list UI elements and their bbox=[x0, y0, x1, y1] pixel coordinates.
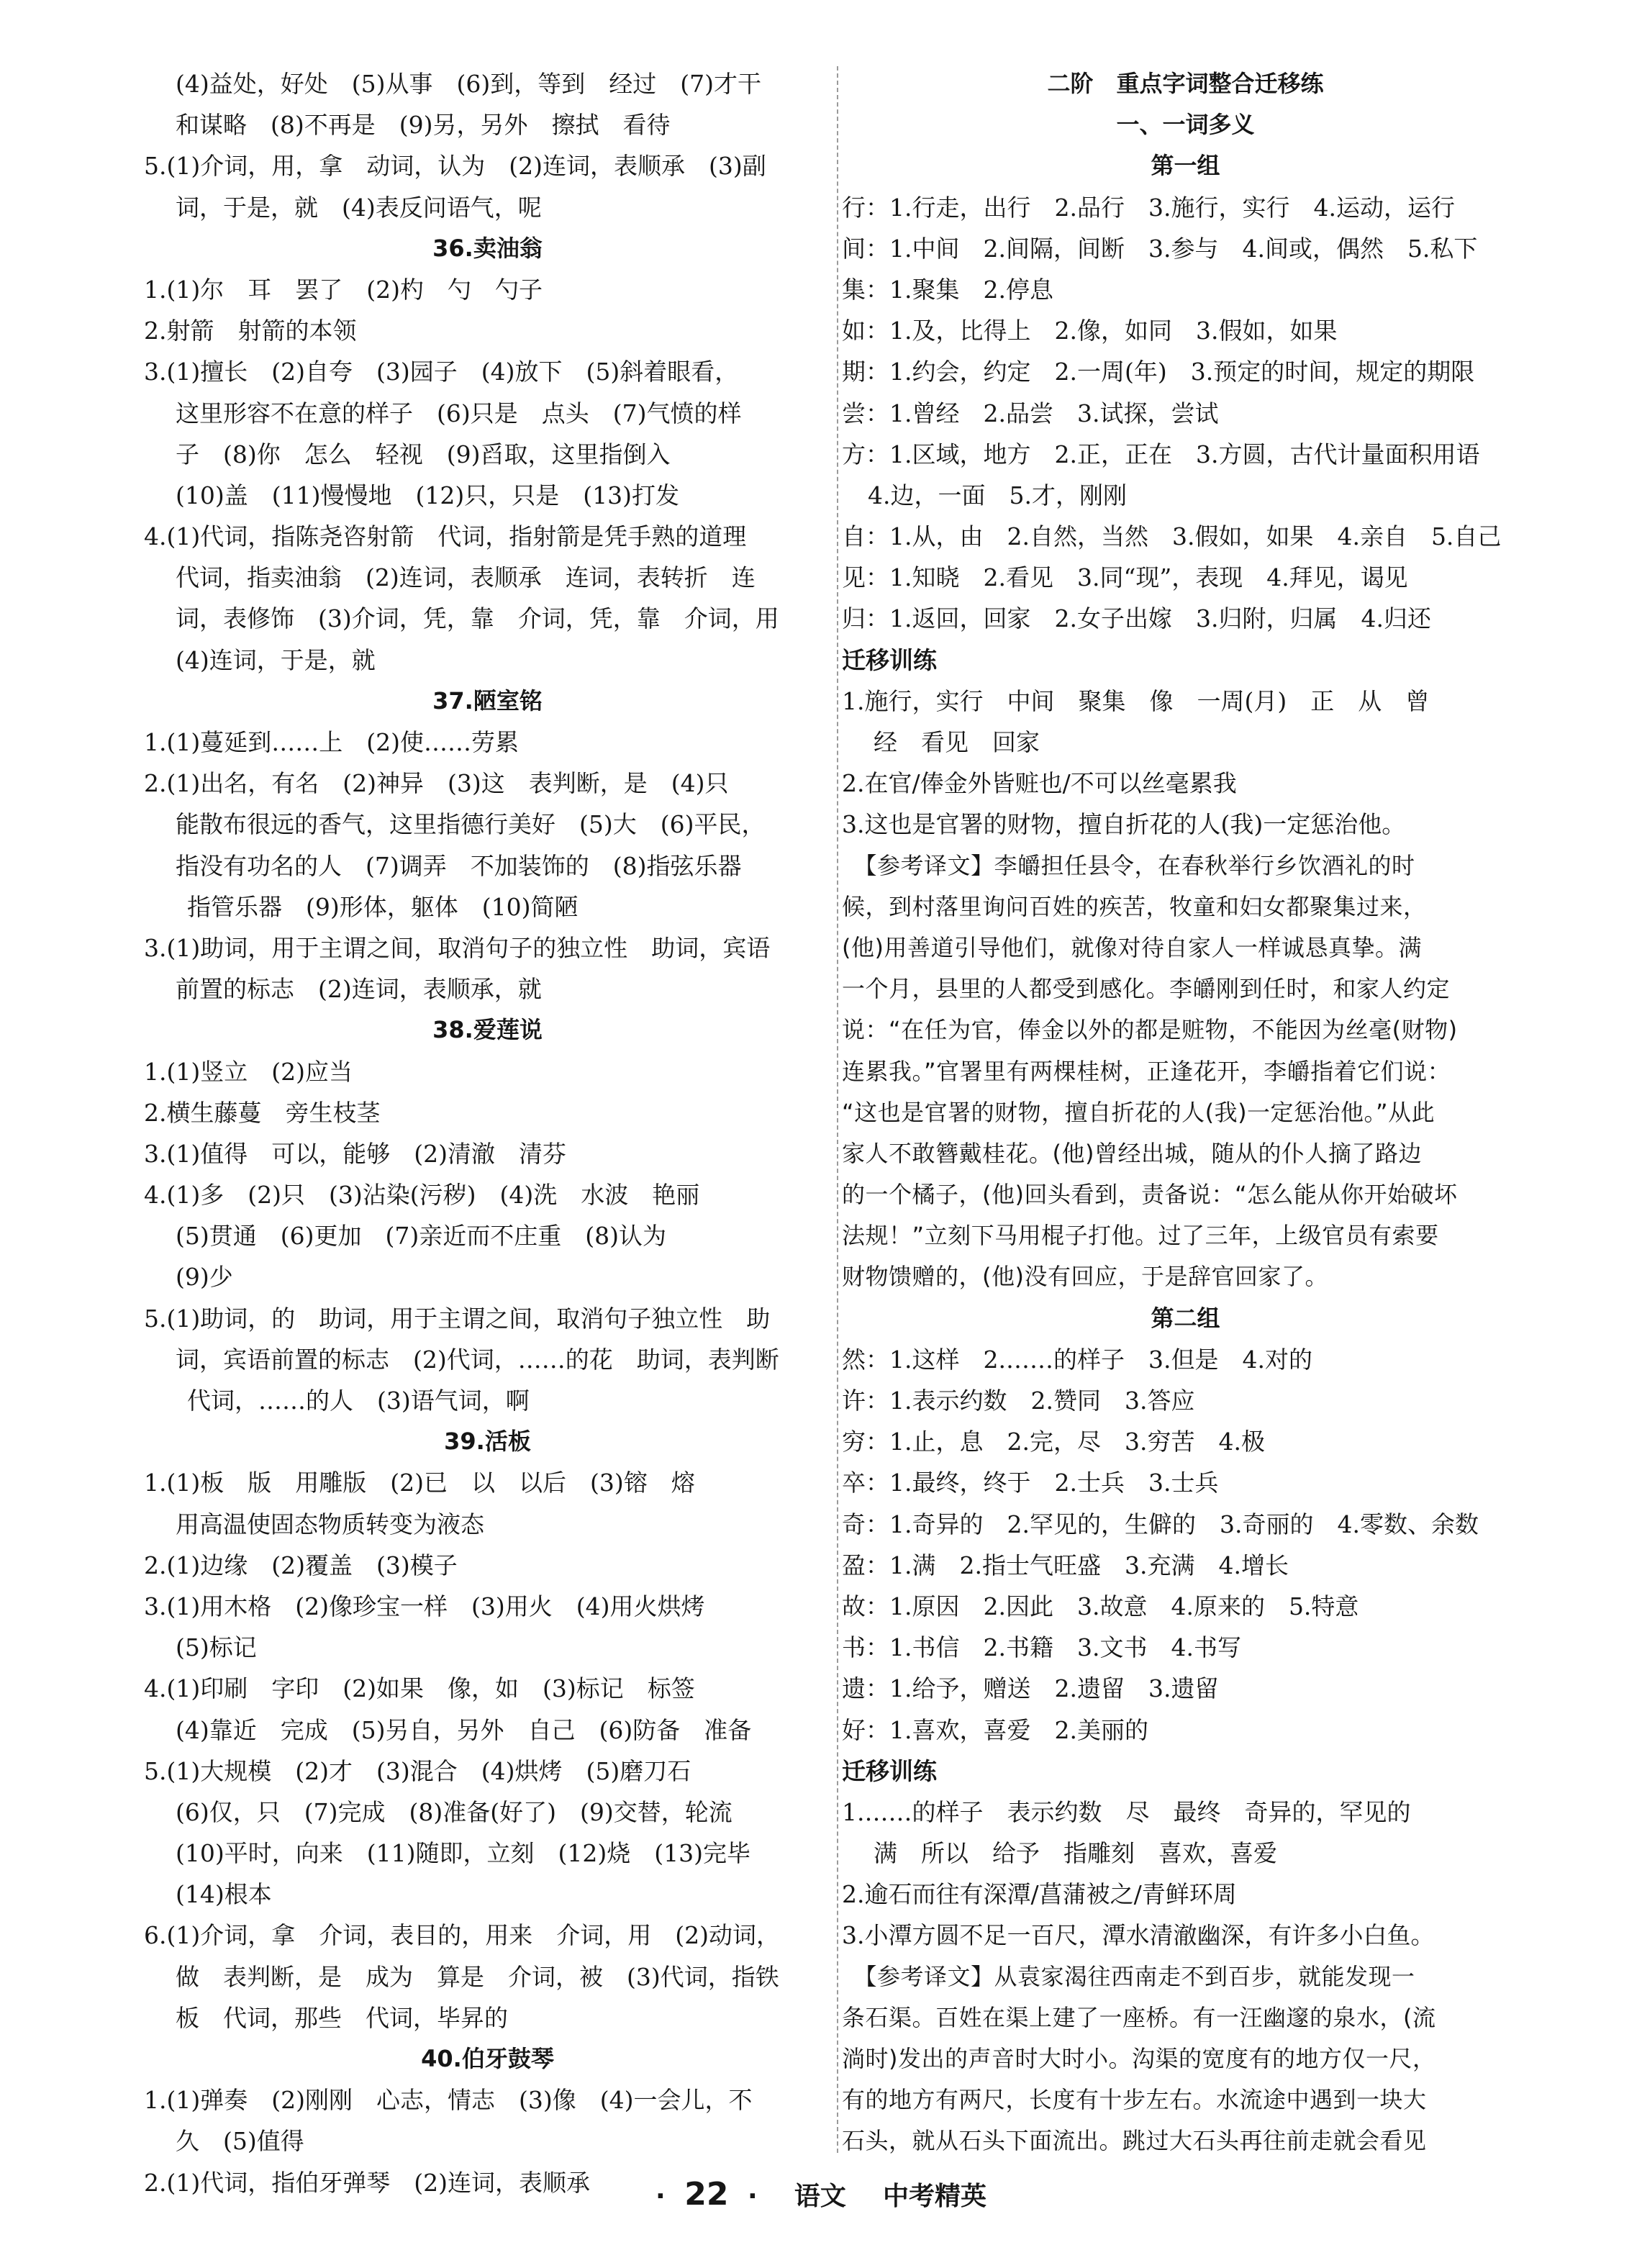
text-line: 3.(1)擅长 (2)自夸 (3)园子 (4)放下 (5)斜着眼看， bbox=[144, 358, 739, 386]
text-line: (5)贯通 (6)更加 (7)亲近而不庄重 (8)认为 bbox=[176, 1222, 666, 1251]
text-line: (10)盖 (11)慢慢地 (12)只，只是 (13)打发 bbox=[176, 481, 679, 509]
text-line: 1.(1)蔓延到……上 (2)使……劳累 bbox=[144, 728, 519, 756]
text-line: 板 代词，那些 代词，毕昇的 bbox=[176, 2003, 508, 2032]
text-line: 1.(1)竖立 (2)应当 bbox=[144, 1057, 353, 1086]
text-line: 代词，……的人 (3)语气词，啊 bbox=[187, 1387, 530, 1415]
translation-line: 有的地方有两尺，长度有十步左右。水流途中遇到一块大 bbox=[842, 2086, 1427, 2114]
text-line: 故：1.原因 2.因此 3.故意 4.原来的 5.特意 bbox=[842, 1592, 1359, 1620]
text-line: 指管乐器 (9)形体，躯体 (10)简陋 bbox=[187, 892, 579, 921]
text-line: 间：1.中间 2.间隔，间断 3.参与 4.间或，偶然 5.私下 bbox=[842, 234, 1478, 263]
text-line: 4.(1)代词，指陈尧咨射箭 代词，指射箭是凭手熟的道理 bbox=[144, 522, 747, 551]
text-line: 满 所以 给予 指雕刻 喜欢，喜爱 bbox=[874, 1839, 1277, 1868]
footer-bullet: · bbox=[656, 2182, 666, 2211]
text-line: 指没有功名的人 (7)调弄 不加装饰的 (8)指弦乐器 bbox=[176, 851, 742, 880]
text-line: 期：1.约会，约定 2.一周(年) 3.预定的时间，规定的期限 bbox=[842, 358, 1475, 386]
text-line: 5.(1)介词，用，拿 动词，认为 (2)连词，表顺承 (3)副 bbox=[144, 152, 766, 181]
section-title: 38.爱莲说 bbox=[432, 1016, 543, 1044]
text-line: 穷：1.止，息 2.完，尽 3.穷苦 4.极 bbox=[842, 1428, 1265, 1456]
text-line: 词，于是，就 (4)表反问语气，呢 bbox=[176, 193, 542, 222]
text-line: 和谋略 (8)不再是 (9)另，另外 擦拭 看待 bbox=[176, 111, 671, 140]
text-line: 书：1.书信 2.书籍 3.文书 4.书写 bbox=[842, 1633, 1241, 1662]
left-column bbox=[144, 63, 831, 2203]
text-line: (5)标记 bbox=[176, 1633, 257, 1662]
text-line: 卒：1.最终，终于 2.士兵 3.士兵 bbox=[842, 1469, 1219, 1497]
text-line: (9)少 bbox=[176, 1263, 233, 1292]
translation-line: 一个月，县里的人都受到感化。李皭刚到任时，和家人约定 bbox=[842, 975, 1451, 1003]
translation-line: “这也是官署的财物，擅自折花的人(我)一定惩治他。”从此 bbox=[842, 1098, 1435, 1126]
text-line: 3.(1)助词，用于主谓之间，取消句子的独立性 助词，宾语 bbox=[144, 933, 771, 962]
section-title: 39.活板 bbox=[444, 1428, 531, 1456]
text-line: 代词，指卖油翁 (2)连词，表顺承 连词，表转折 连 bbox=[176, 563, 756, 592]
text-line: (4)靠近 完成 (5)另自，另外 自己 (6)防备 准备 bbox=[176, 1715, 752, 1744]
text-line: 2.(1)出名，有名 (2)神异 (3)这 表判断，是 (4)只 bbox=[144, 769, 729, 798]
text-line: 5.(1)大规模 (2)才 (3)混合 (4)烘烤 (5)磨刀石 bbox=[144, 1756, 691, 1785]
column-divider bbox=[837, 66, 838, 2153]
text-line: 经 看见 回家 bbox=[874, 728, 1040, 756]
text-line: 3.小潭方圆不足一百尺，潭水清澈幽深，有许多小白鱼。 bbox=[842, 1921, 1435, 1950]
text-line: 集：1.聚集 2.停息 bbox=[842, 275, 1053, 304]
translation-line: 的一个橘子，(他)回头看到，责备说：“怎么能从你开始破坏 bbox=[842, 1181, 1458, 1209]
text-line: 2.逾石而往有深潭/菖蒲被之/青鲜环周 bbox=[842, 1880, 1237, 1909]
section-title: 第二组 bbox=[1151, 1304, 1220, 1332]
text-line: 1.(1)尔 耳 罢了 (2)杓 勺 勺子 bbox=[144, 275, 543, 304]
text-line: 1.施行，实行 中间 聚集 像 一周(月) 正 从 曾 bbox=[842, 686, 1430, 715]
translation-line: 法规！”立刻下马用棍子打他。过了三年，上级官员有索要 bbox=[842, 1222, 1439, 1250]
text-line: 好：1.喜欢，喜爱 2.美丽的 bbox=[842, 1715, 1148, 1744]
text-line: (10)平时，向来 (11)随即，立刻 (12)烧 (13)完毕 bbox=[176, 1839, 750, 1868]
section-title: 37.陋室铭 bbox=[432, 686, 543, 715]
text-line: 遗：1.给予，赠送 2.遗留 3.遗留 bbox=[842, 1674, 1219, 1703]
text-line: (4)益处，好处 (5)从事 (6)到，等到 经过 (7)才干 bbox=[176, 70, 761, 98]
text-line: 2.横生藤蔓 旁生枝茎 bbox=[144, 1098, 381, 1127]
translation-line: 石头，就从石头下面流出。跳过大石头再往前走就会看见 bbox=[842, 2127, 1427, 2155]
text-line: 2.射箭 射箭的本领 bbox=[144, 317, 357, 345]
text-line: 4.边，一面 5.才，刚刚 bbox=[868, 481, 1127, 509]
text-line: 自：1.从，由 2.自然，当然 3.假如，如果 4.亲自 5.自己 bbox=[842, 522, 1502, 551]
text-line: 3.这也是官署的财物，擅自折花的人(我)一定惩治他。 bbox=[842, 810, 1406, 839]
text-line: 用高温使固态物质转变为液态 bbox=[176, 1510, 484, 1538]
text-line: 4.(1)多 (2)只 (3)沾染(污秽) (4)洗 水波 艳丽 bbox=[144, 1181, 700, 1210]
right-column bbox=[842, 63, 1529, 2162]
text-line: (6)仅，只 (7)完成 (8)准备(好了) (9)交替，轮流 bbox=[176, 1797, 732, 1826]
translation-line: 条石渠。百姓在渠上建了一座桥。有一汪幽邃的泉水，(流 bbox=[842, 2003, 1436, 2031]
text-line: 1.(1)板 版 用雕版 (2)已 以 以后 (3)镕 熔 bbox=[144, 1469, 695, 1497]
translation-line: 【参考译文】李皭担任县令，在春秋举行乡饮酒礼的时 bbox=[842, 851, 1415, 879]
text-line: 许：1.表示约数 2.赞同 3.答应 bbox=[842, 1387, 1195, 1415]
text-line: 子 (8)你 怎么 轻视 (9)舀取，这里指倒入 bbox=[176, 440, 671, 468]
footer-subject: 语文 bbox=[794, 2182, 846, 2211]
text-line: 词，宾语前置的标志 (2)代词，……的花 助词，表判断 bbox=[176, 1345, 779, 1374]
translation-line: 说：“在任为官，俸金以外的都是赃物，不能因为丝毫(财物) bbox=[842, 1016, 1458, 1044]
text-line: 方：1.区域，地方 2.正，正在 3.方圆，古代计量面积用语 bbox=[842, 440, 1480, 468]
text-line: 1.(1)弹奏 (2)刚刚 心志，情志 (3)像 (4)一会儿，不 bbox=[144, 2086, 753, 2115]
text-line: 久 (5)值得 bbox=[176, 2127, 304, 2156]
text-line: 2.在官/俸金外皆赃也/不可以丝毫累我 bbox=[842, 769, 1237, 798]
subsection-title: 迁移训练 bbox=[842, 1756, 937, 1785]
text-line: 能散布很远的香气，这里指德行美好 (5)大 (6)平民， bbox=[176, 810, 766, 839]
text-line: 4.(1)印刷 字印 (2)如果 像，如 (3)标记 标签 bbox=[144, 1674, 695, 1703]
translation-line: 【参考译文】从袁家渴往西南走不到百步，就能发现一 bbox=[842, 1962, 1415, 1990]
text-line: 前置的标志 (2)连词，表顺承，就 bbox=[176, 975, 542, 1004]
text-line: 6.(1)介词，拿 介词，表目的，用来 介词，用 (2)动词， bbox=[144, 1921, 780, 1950]
text-line: 词，表修饰 (3)介词，凭，靠 介词，凭，靠 介词，用 bbox=[176, 604, 779, 633]
text-line: 3.(1)用木格 (2)像珍宝一样 (3)用火 (4)用火烘烤 bbox=[144, 1592, 705, 1620]
translation-line: 淌时)发出的声音时大时小。沟渠的宽度有的地方仅一尺， bbox=[842, 2045, 1436, 2072]
footer-series: 中考精英 bbox=[882, 2182, 986, 2211]
text-line: 奇：1.奇异的 2.罕见的，生僻的 3.奇丽的 4.零数、余数 bbox=[842, 1510, 1479, 1538]
footer-bullet: · bbox=[748, 2182, 758, 2211]
text-line: 做 表判断，是 成为 算是 介词，被 (3)代词，指铁 bbox=[176, 1962, 779, 1991]
section-title: 二阶 重点字词整合迁移练 bbox=[1047, 70, 1324, 97]
text-line: 1.……的样子 表示约数 尽 最终 奇异的，罕见的 bbox=[842, 1797, 1411, 1826]
subsection-title: 迁移训练 bbox=[842, 645, 937, 674]
text-line: 3.(1)值得 可以，能够 (2)清澈 清芬 bbox=[144, 1139, 566, 1168]
translation-line: 连累我。”官署里有两棵桂树，正逢花开，李皭指着它们说： bbox=[842, 1057, 1451, 1085]
text-line: 尝：1.曾经 2.品尝 3.试探，尝试 bbox=[842, 399, 1219, 427]
text-line: 2.(1)代词，指伯牙弹琴 (2)连词，表顺承 bbox=[144, 2168, 590, 2197]
text-line: 2.(1)边缘 (2)覆盖 (3)模子 bbox=[144, 1551, 458, 1579]
text-line: 然：1.这样 2.……的样子 3.但是 4.对的 bbox=[842, 1345, 1312, 1374]
text-line: (4)连词，于是，就 bbox=[176, 645, 376, 674]
page-footer bbox=[0, 2176, 1642, 2213]
text-line: 如：1.及，比得上 2.像，如同 3.假如，如果 bbox=[842, 317, 1338, 345]
section-title: 一、一词多义 bbox=[1116, 111, 1255, 139]
section-title: 40.伯牙鼓琴 bbox=[421, 2045, 554, 2072]
text-line: 行：1.行走，出行 2.品行 3.施行，实行 4.运动，运行 bbox=[842, 193, 1455, 222]
translation-line: 家人不敢簪戴桂花。(他)曾经出城，随从的仆人摘了路边 bbox=[842, 1139, 1422, 1167]
text-line: 5.(1)助词，的 助词，用于主谓之间，取消句子独立性 助 bbox=[144, 1304, 771, 1333]
translation-line: (他)用善道引导他们，就像对待自家人一样诚恳真挚。满 bbox=[842, 933, 1422, 961]
text-line: 归：1.返回，回家 2.女子出嫁 3.归附，归属 4.归还 bbox=[842, 604, 1431, 633]
translation-line: 财物馈赠的，(他)没有回应，于是辞官回家了。 bbox=[842, 1263, 1328, 1291]
section-title: 36.卖油翁 bbox=[432, 234, 543, 262]
text-line: (14)根本 bbox=[176, 1880, 272, 1909]
text-line: 见：1.知晓 2.看见 3.同“现”，表现 4.拜见，谒见 bbox=[842, 563, 1408, 592]
text-line: 盈：1.满 2.指士气旺盛 3.充满 4.增长 bbox=[842, 1551, 1289, 1579]
section-title: 第一组 bbox=[1151, 152, 1220, 180]
translation-line: 候，到村落里询问百姓的疾苦，牧童和妇女都聚集过来， bbox=[842, 892, 1427, 920]
page-number: 22 bbox=[684, 2176, 729, 2213]
text-line: 这里形容不在意的样子 (6)只是 点头 (7)气愤的样 bbox=[176, 399, 742, 427]
